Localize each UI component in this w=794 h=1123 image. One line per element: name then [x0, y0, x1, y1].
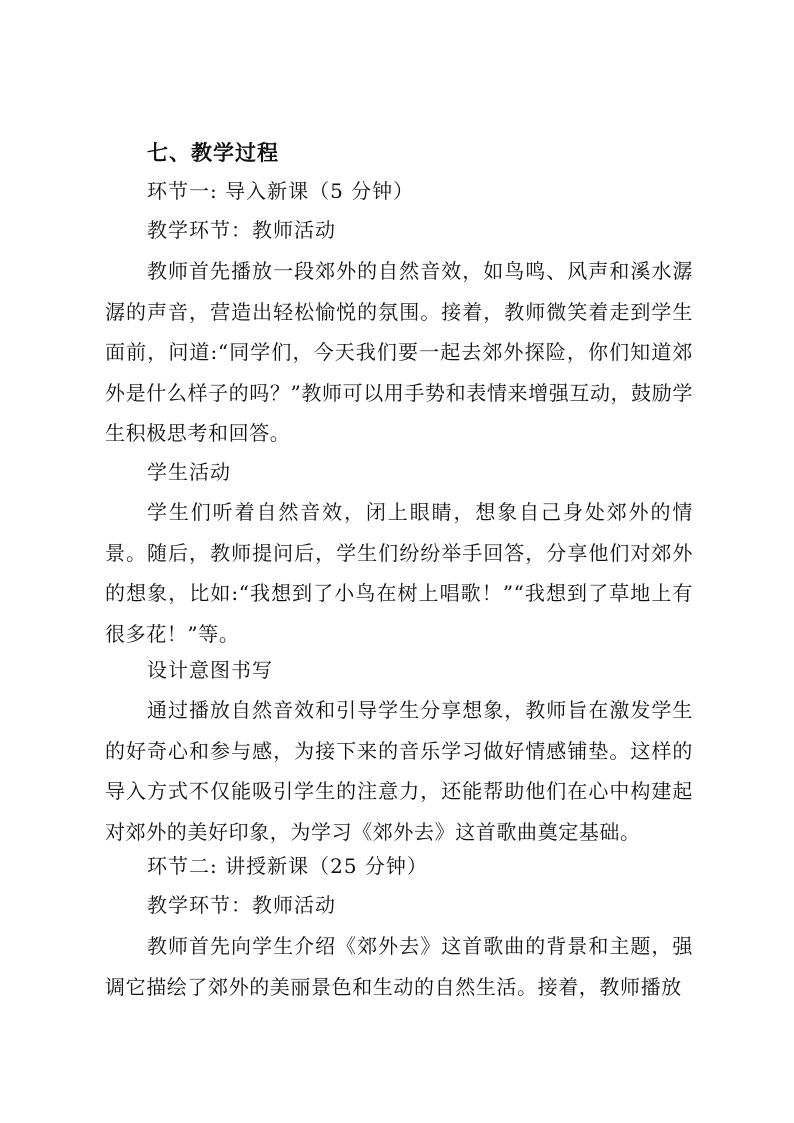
stage2-teacher-paragraph: 教师首先向学生介绍《郊外去》这首歌曲的背景和主题，强调它描绘了郊外的美丽景色和生动的自然生活。接着，教师播放 — [105, 934, 693, 999]
stage2-title: 环节二: 讲授新课（25 分钟） — [147, 854, 428, 878]
stage1-student-label: 学生活动 — [147, 460, 231, 484]
stage1-design-paragraph: 通过播放自然音效和引导学生分享想象，教师旨在激发学生的好奇心和参与感，为接下来的音乐学习做好情感铺垫。这样的导入方式不仅能吸引学生的注意力，还能帮助他们在心中构建起对郊外的美好印象，为学习《郊外去》这首歌曲奠定基础。 — [105, 698, 693, 844]
stage1-student-paragraph: 学生们听着自然音效，闭上眼睛，想象自己身处郊外的情景。随后，教师提问后，学生们纷纷举手回答，分享他们对郊外的想象，比如:“我想到了小鸟在树上唱歌！”“我想到了草地上有很多花！”等。 — [105, 500, 693, 646]
stage1-design-label: 设计意图书写 — [147, 658, 273, 682]
section-title: 七、教学过程 — [147, 140, 279, 165]
stage1-title: 环节一: 导入新课（5 分钟） — [147, 179, 415, 203]
stage2-teaching-label: 教学环节：教师活动 — [147, 893, 336, 917]
stage1-teacher-paragraph: 教师首先播放一段郊外的自然音效，如鸟鸣、风声和溪水潺潺的声音，营造出轻松愉悦的氛围。接着，教师微笑着走到学生面前，问道:“同学们，今天我们要一起去郊外探险，你们知道郊外是什么样子的吗？”教师可以用手势和表情来增强互动，鼓励学生积极思考和回答。 — [105, 259, 693, 445]
stage1-teaching-label: 教学环节：教师活动 — [147, 218, 336, 242]
